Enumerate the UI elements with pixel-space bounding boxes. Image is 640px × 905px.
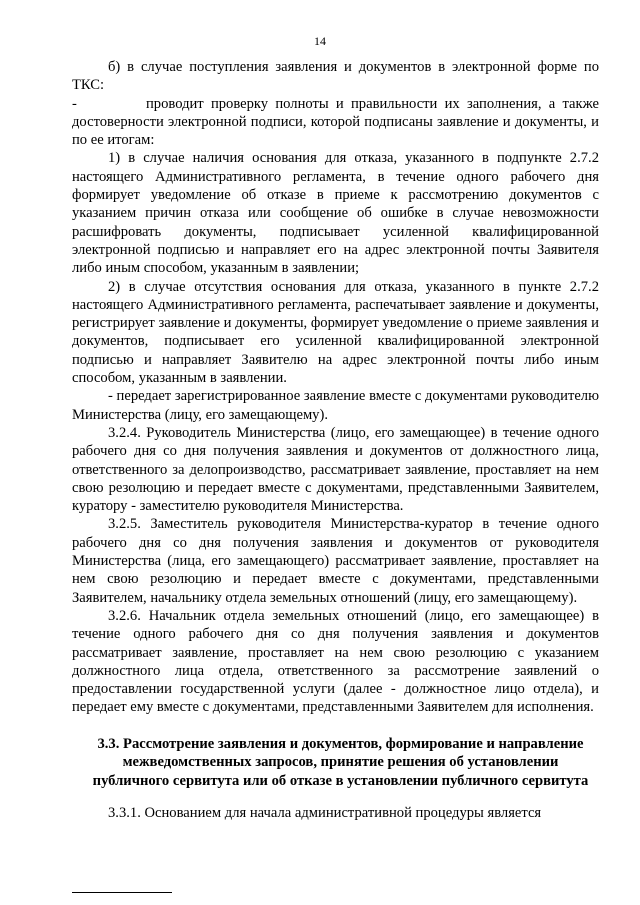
- paragraph-3-2-6: 3.2.6. Начальник отдела земельных отношений (лицо, его замещающее) в течение одного рабочего дня со дня получения заявления и документов рассматривает заявление, проставляет на нем свою резолюцию с указанием должностного лица отдела, ответственного за рассмотрение заявлений о предоставлении государственной услуги (далее - должностное лицо отдела), и передает ему вместе с документами, представленными Заявителем для исполнения.: [72, 607, 599, 716]
- paragraph-2-no-refusal: 2) в случае отсутствия основания для отказа, указанного в пункте 2.7.2 настоящего Административного регламента, распечатывает заявление и документы, регистрирует заявление и документы, формирует уведомление о приеме заявления и документов, подписывает его усиленной квалифицированной электронной подписью и направляет Заявителю на адрес электронной почты либо иным способом, указанным в заявлении.: [72, 278, 599, 387]
- footnote-divider: [72, 892, 172, 893]
- paragraph-b: б) в случае поступления заявления и документов в электронной форме по ТКС:: [72, 59, 599, 94]
- paragraph-3-3-1: 3.3.1. Основанием для начала административной процедуры является: [108, 805, 542, 822]
- paragraph-dash-check: [72, 95, 599, 150]
- section-heading-line-2: межведомственных запросов, принятие решения об установлении: [122, 754, 559, 771]
- paragraph-3-2-5: 3.2.5. Заместитель руководителя Министерства-куратор в течение одного рабочего дня со дня получения заявления и документов от руководителя Министерства (лица, его замещающего) рассматривает заявление, проставляет на нем свою резолюцию и передает вместе с документами, представленными Заявителем, начальнику отдела земельных отношений (лицу, его замещающему).: [72, 516, 599, 606]
- paragraph-3-2-4: 3.2.4. Руководитель Министерства (лицо, его замещающее) в течение одного рабочего дня со дня получения заявления и документов от должностного лица, ответственного за делопроизводство, рассматривает заявление, проставляет на нем свою резолюцию и передает вместе с документами, представленными Заявителем, куратору - заместителю руководителя Министерства.: [72, 424, 599, 515]
- page-number: 14: [314, 34, 326, 48]
- section-heading-line-3: публичного сервитута или об отказе в установлении публичного сервитута: [92, 772, 589, 789]
- document-body: [72, 58, 599, 822]
- section-heading-line-1: 3.3. Рассмотрение заявления и документов, формирование и направление: [97, 735, 584, 752]
- dash-marker: -: [72, 95, 77, 112]
- section-heading-3-3: [72, 735, 599, 791]
- paragraph-1-refusal: 1) в случае наличия основания для отказа, указанного в подпункте 2.7.2 настоящего Административного регламента, в течение одного рабочего дня формирует уведомление об отказе в приеме к рассмотрению документов с указанием причин отказа или сообщение об ошибке в случае невозможности расшифровать документы, подписывает усиленной квалифицированной электронной подписью и направляет его на адрес электронной почты Заявителя либо иным способом, указанным в заявлении;: [72, 150, 599, 277]
- paragraph-dash-transfer: - передает зарегистрированное заявление вместе с документами руководителю Министерства (лицу, его замещающему).: [72, 388, 599, 423]
- dash-check-text: проводит проверку полноты и правильности их заполнения, а также достоверности электронной подписи, которой подписаны заявление и документы, и по ее итогам:: [72, 95, 599, 149]
